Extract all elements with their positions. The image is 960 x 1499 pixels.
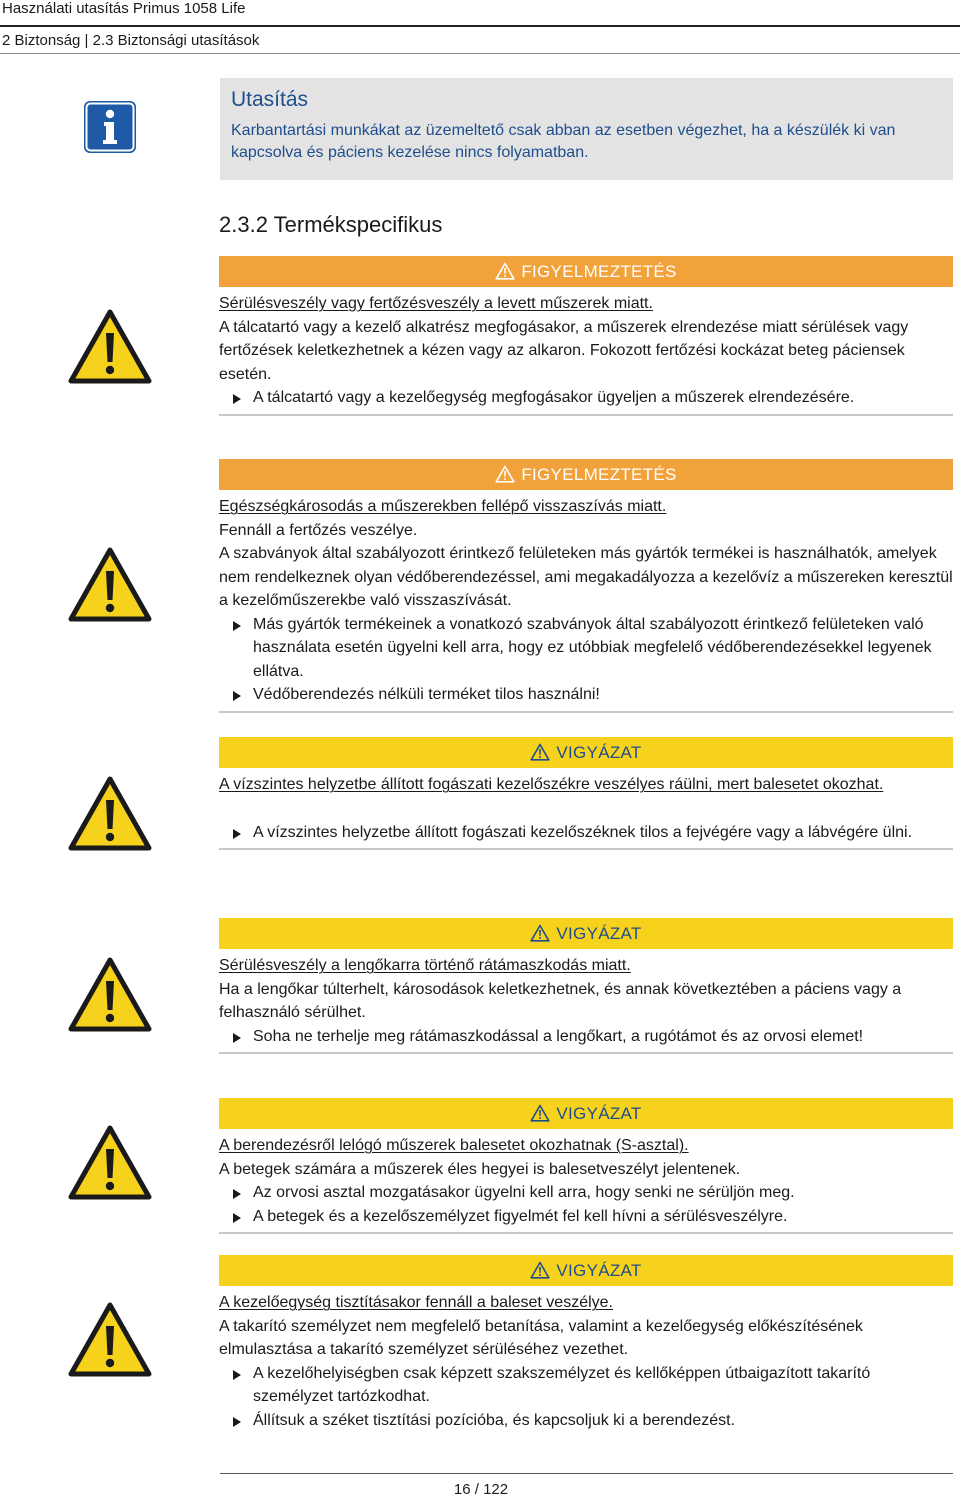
instruction-item	[219, 683, 953, 707]
bullet-arrow-icon	[233, 1213, 241, 1223]
instruction-text: Állítsuk a széket tisztítási pozícióba, és kapcsoljuk ki a berendezést.	[253, 1411, 736, 1429]
instruction-item	[219, 386, 953, 410]
warning-triangle-icon	[68, 1125, 152, 1200]
instruction-text: Más gyártók termékeinek a vonatkozó szabványok által szabályozott érintkező felületeken való használata esetén ügyelni kell arra, hogy ez utóbbiak megfelelő védőberendezésekkel legyenek ellátva.	[253, 615, 932, 680]
instruction-text: A vízszintes helyzetbe állított fogászati kezelőszéknek tilos a fejvégére vagy a lábvégére ülni.	[253, 823, 913, 841]
warning-label: FIGYELMEZTETÉS	[521, 262, 677, 281]
warning-label-bar	[219, 256, 953, 287]
small-warning-icon	[495, 465, 515, 483]
hazard-heading: Sérülésveszély vagy fertőzésveszély a levett műszerek miatt.	[219, 295, 653, 312]
instruction-item	[219, 1205, 953, 1229]
caution-label-bar	[219, 1098, 953, 1129]
box-bottom-rule	[219, 848, 953, 850]
instruction-item	[219, 1362, 953, 1409]
bullet-arrow-icon	[233, 1370, 241, 1380]
hazard-text: Fennáll a fertőzés veszélye.	[219, 521, 418, 539]
instruction-text: A kezelőhelyiségben csak képzett szakszemélyzet és kellőképpen útbaigazított takarító személyzet tartózkodhat.	[253, 1364, 871, 1405]
instruction-text: Soha ne terhelje meg rátámaszkodással a lengőkart, a rugótámot és az orvosi elemet!	[253, 1027, 864, 1045]
warning-label: FIGYELMEZTETÉS	[521, 465, 677, 484]
info-text: Karbantartási munkákat az üzemeltető csak abban az esetben végezhet, ha a készülék ki van kapcsolva és páciens kezelése nincs folyamatban.	[231, 122, 896, 161]
header-rule	[0, 25, 960, 27]
instruction-item	[219, 1409, 953, 1433]
instruction-text: A tálcatartó vagy a kezelőegység megfogásakor ügyeljen a műszerek elrendezésére.	[253, 389, 855, 406]
hazard-text: Ha a lengőkar túlterhelt, károsodások keletkezhetnek, és annak következtében a páciens vagy a felhasználó sérülhet.	[219, 980, 902, 1021]
warning-box	[219, 459, 953, 713]
header-rule-thin	[0, 53, 960, 54]
instruction-text: Az orvosi asztal mozgatásakor ügyelni kell arra, hogy senki ne sérüljön meg.	[253, 1184, 795, 1201]
hazard-heading: Egészségkárosodás a műszerekben fellépő visszaszívás miatt.	[219, 498, 667, 515]
small-warning-icon	[495, 262, 515, 280]
instruction-text: Védőberendezés nélküli terméket tilos használni!	[253, 686, 600, 703]
caution-box	[219, 737, 953, 850]
warning-triangle-icon	[68, 547, 152, 622]
info-icon	[83, 100, 137, 154]
warning-triangle-icon	[68, 309, 152, 384]
bullet-arrow-icon	[233, 621, 241, 631]
small-warning-icon	[530, 1261, 550, 1279]
warning-triangle-icon	[68, 776, 152, 851]
instruction-item	[219, 613, 953, 684]
instruction-item	[219, 1025, 953, 1049]
page-number-text: 16 / 122	[453, 1481, 509, 1498]
caution-label: VIGYÁZAT	[556, 1104, 642, 1123]
bullet-arrow-icon	[233, 691, 241, 701]
hazard-text: A szabványok által szabályozott érintkező felületeken más gyártók termékei is használhatók, amelyek nem rendelkeznek olyan védőberendezéssel, ami megakadályozza a kezelővíz a műszereken keresztül a kezelőműszerekbe való visszaszívását.	[219, 545, 953, 609]
bullet-arrow-icon	[233, 1189, 241, 1199]
hazard-heading: A kezelőegység tisztításakor fennáll a baleset veszélye.	[219, 1294, 613, 1311]
instruction-text: A betegek és a kezelőszemélyzet figyelmét fel kell hívni a sérülésveszélyre.	[253, 1207, 788, 1225]
caution-box	[219, 1098, 953, 1234]
box-bottom-rule	[219, 711, 953, 713]
footer-rule	[220, 1473, 953, 1474]
caution-label-bar	[219, 918, 953, 949]
box-bottom-rule	[219, 1232, 953, 1234]
instruction-item	[219, 1181, 953, 1205]
page-number	[0, 1481, 960, 1498]
small-warning-icon	[530, 1104, 550, 1122]
breadcrumb: 2 Biztonság | 2.3 Biztonsági utasítások	[2, 32, 260, 49]
small-warning-icon	[530, 743, 550, 761]
warning-triangle-icon	[68, 957, 152, 1032]
caution-label-bar	[219, 1255, 953, 1286]
hazard-heading: A vízszintes helyzetbe állított fogászati kezelőszékre veszélyes ráülni, mert balesetet okozhat.	[219, 776, 884, 793]
caution-box	[219, 1255, 953, 1432]
bullet-arrow-icon	[233, 394, 241, 404]
instruction-item	[219, 821, 953, 845]
caution-label: VIGYÁZAT	[556, 924, 642, 943]
hazard-heading: A berendezésről lelógó műszerek balesetet okozhatnak (S-asztal).	[219, 1137, 689, 1154]
caution-box	[219, 918, 953, 1054]
info-notice	[220, 78, 953, 180]
hazard-text: A takarító személyzet nem megfelelő betanítása, valamint a kezelőegység előkészítésének elmulasztása a takarító személyzet sérüléséhez vezethet.	[219, 1317, 863, 1358]
caution-label: VIGYÁZAT	[556, 743, 642, 762]
hazard-text: A tálcatartó vagy a kezelő alkatrész megfogásakor, a műszerek elrendezése miatt sérülések vagy fertőzések keletkezhetnek a kézen vagy az alkaron. Fokozott fertőzési kockázat beteg páciensek esetén.	[219, 318, 909, 383]
info-title: Utasítás	[231, 88, 309, 111]
box-bottom-rule	[219, 1052, 953, 1054]
small-warning-icon	[530, 924, 550, 942]
caution-label: VIGYÁZAT	[556, 1261, 642, 1280]
warning-box	[219, 256, 953, 416]
box-bottom-rule	[219, 414, 953, 416]
bullet-arrow-icon	[233, 1417, 241, 1427]
section-heading: 2.3.2 Termékspecifikus	[219, 212, 443, 237]
bullet-arrow-icon	[233, 829, 241, 839]
bullet-arrow-icon	[233, 1033, 241, 1043]
warning-triangle-icon	[68, 1302, 152, 1377]
hazard-heading: Sérülésveszély a lengőkarra történő rátámaszkodás miatt.	[219, 957, 631, 974]
warning-label-bar	[219, 459, 953, 490]
caution-label-bar	[219, 737, 953, 768]
document-title: Használati utasítás Primus 1058 Life	[2, 0, 246, 17]
hazard-text: A betegek számára a műszerek éles hegyei is balesetveszélyt jelentenek.	[219, 1160, 741, 1178]
